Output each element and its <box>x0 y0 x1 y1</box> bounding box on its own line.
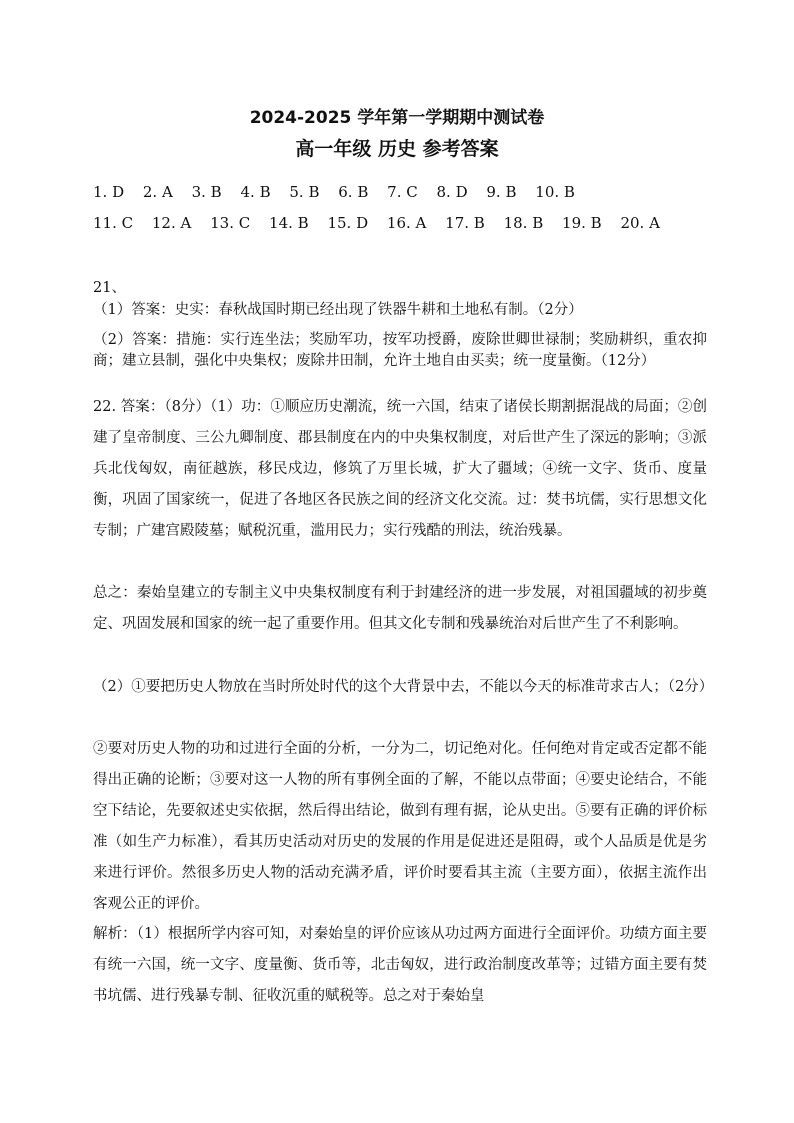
question-22-summary: 总之：秦始皇建立的专制主义中央集权制度有利于封建经济的进一步发展，对祖国疆域的初步奠定、巩固发展和国家的统一起了重要作用。但其文化专制和残暴统治对后世产生了不利影响。 <box>93 585 707 632</box>
question-22-explanation: 解析：（1）根据所学内容可知，对秦始皇的评价应该从功过两方面进行全面评价。功绩方面主要有统一六国，统一文字、度量衡、货币等，北击匈奴，进行政治制度改革等；过错方面主要有焚书坑儒、进行残暴专制、征收沉重的赋税等。总之对于秦始皇 <box>93 926 707 1004</box>
question-22-answer-2b: ②要对历史人物的功和过进行全面的分析，一分为二，切记绝对化。任何绝对肯定或否定都不能得出正确的论断；③要对这一人物的所有事例全面的了解，不能以点带面；④要史论结合，不能空下结论，先要叙述史实依据，然后得出结论，做到有理有据，论从史出。⑤要有正确的评价标准（如生产力标准），看其历史活动对历史的发展的作用是促进还是阻碍，或个人品质是优是劣来进行评价。然很多历史人物的活动充满矛盾，评价时要看其主流（主要方面），依据主流作出客观公正的评价。 <box>93 741 707 912</box>
choice-answer: 6. B <box>338 183 369 201</box>
choice-answer: 4. B <box>240 183 271 201</box>
choice-answer: 2. A <box>142 183 173 201</box>
choice-answer: 15. D <box>327 214 369 232</box>
choice-answer: 9. B <box>486 183 517 201</box>
choice-answer: 18. B <box>503 214 544 232</box>
choice-answer: 19. B <box>562 214 602 232</box>
choice-answer: 12. A <box>151 214 192 232</box>
question-22-answer-1: 22. 答案：（8分）（1）功：①顺应历史潮流，统一六国，结束了诸侯长期割据混战的局面；②创建了皇帝制度、三公九卿制度、郡县制度在内的中央集权制度，对后世产生了深远的影响；③派兵北伐匈奴，南征越族，移民戍边，修筑了万里长城，扩大了疆域；④统一文字、货币、度量衡，巩固了国家统一，促进了各地区各民族之间的经济文化交流。过：焚书坑儒，实行思想文化专制；广建宫殿陵墓；赋税沉重，滥用民力；实行残酷的刑法，统治残暴。 <box>93 399 707 539</box>
choice-answers-row-2 <box>93 214 733 232</box>
choice-answer: 5. B <box>289 183 320 201</box>
choice-answer: 11. C <box>93 214 134 232</box>
choice-answer: 20. A <box>620 214 660 232</box>
choice-answer: 1. D <box>93 183 125 201</box>
choice-answer: 16. A <box>386 214 427 232</box>
question-21-answer-1: （1）答案：史实：春秋战国时期已经出现了铁器牛耕和土地私有制。（2分） <box>93 302 583 318</box>
choice-answer: 3. B <box>191 183 222 201</box>
question-21-answer-2: （2）答案：措施：实行连坐法；奖励军功，按军功授爵，废除世卿世禄制；奖励耕织，重农抑商；建立县制，强化中央集权；废除井田制，允许土地自由买卖；统一度量衡。（12分） <box>93 332 707 369</box>
choice-answer: 10. B <box>535 183 575 201</box>
choice-answer: 7. C <box>387 183 418 201</box>
question-22-answer-2a: （2）①要把历史人物放在当时所处时代的这个大背景中去，不能以今天的标准苛求古人；（2分） <box>93 679 714 695</box>
choice-answer: 13. C <box>210 214 251 232</box>
choice-answer: 14. B <box>269 214 309 232</box>
choice-answer: 8. D <box>436 183 468 201</box>
choice-answer: 17. B <box>445 214 485 232</box>
page-title: 2024-2025 学年第一学期期中测试卷 <box>249 108 545 128</box>
choice-answers-row-1 <box>93 183 733 201</box>
question-21-number: 21、 <box>93 280 126 296</box>
page-subtitle: 高一年级 历史 参考答案 <box>295 138 499 160</box>
